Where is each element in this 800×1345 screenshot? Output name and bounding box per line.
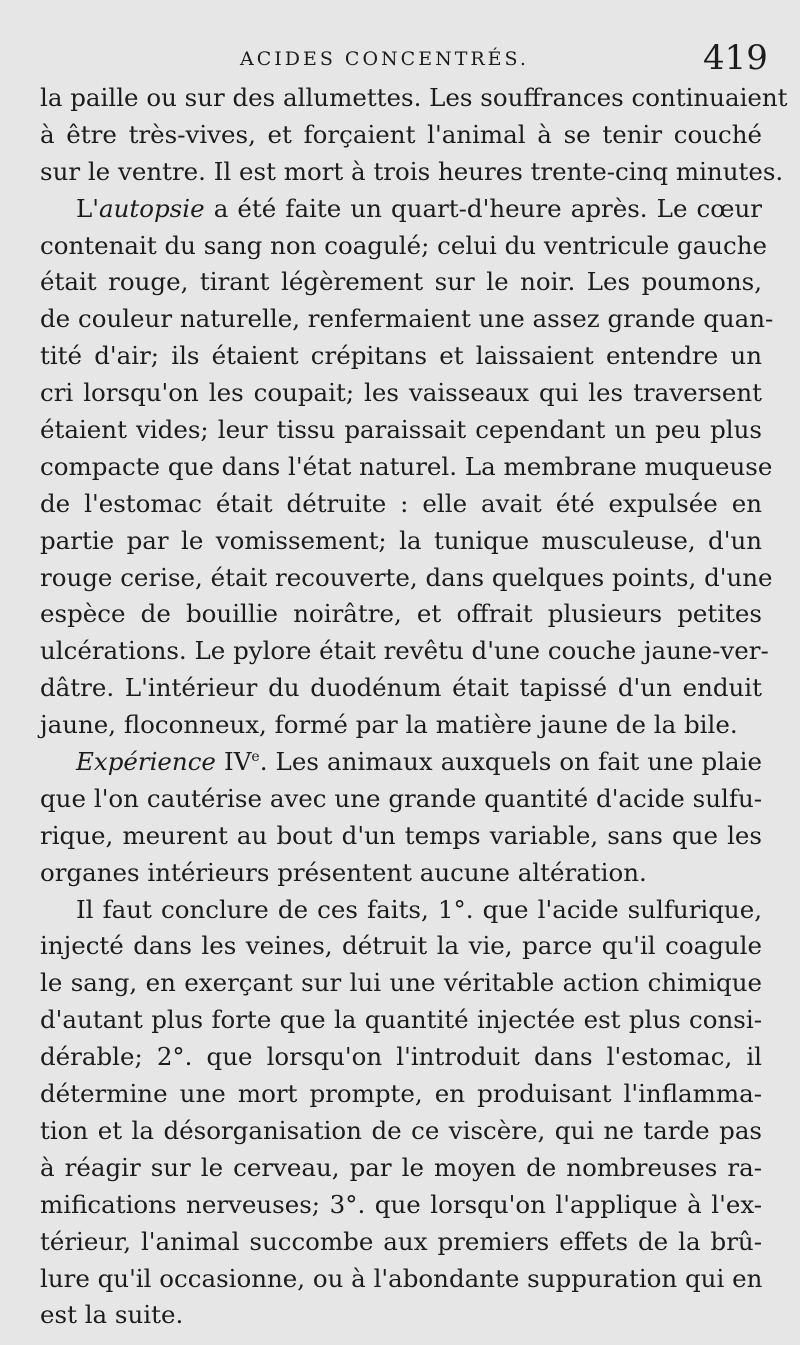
text-line-text: de l'estomac était détruite : elle avait été expulsée en	[40, 488, 762, 518]
text-line-text: partie par le vomissement; la tunique musculeuse, d'un	[40, 525, 762, 555]
text-line-text: injecté dans les veines, détruit la vie, parce qu'il coagule	[40, 931, 762, 961]
text-line	[40, 412, 762, 449]
text-line	[40, 928, 762, 965]
text-line-text: dérable; 2°. que lorsqu'on l'introduit dans l'estomac, il	[40, 1042, 762, 1072]
text-line	[40, 744, 762, 781]
text-line	[40, 855, 762, 892]
text-line-sup: e	[251, 748, 260, 765]
text-line-text: lure qu'il occasionne, ou à l'abondante suppuration qui en	[40, 1263, 763, 1293]
text-line	[40, 1224, 762, 1261]
text-line	[40, 154, 784, 191]
text-line	[40, 449, 773, 486]
text-line	[40, 1002, 762, 1039]
text-line-text: à être très-vives, et forçaient l'animal à se tenir couché	[40, 119, 762, 149]
text-line-text: d'autant plus forte que la quantité injectée est plus consi-	[40, 1005, 762, 1035]
text-line-text: tité d'air; ils étaient crépitans et laissaient entendre un	[40, 341, 762, 371]
text-line-text: mifications nerveuses; 3°. que lorsqu'on l'applique à l'ex-	[40, 1189, 762, 1219]
text-line	[40, 596, 762, 633]
text-line-text: organes intérieurs présentent aucune altération.	[40, 857, 647, 887]
text-line	[40, 633, 769, 670]
text-line-text: compacte que dans l'état naturel. La membrane muqueuse	[40, 451, 773, 481]
text-line-text: était rouge, tirant légèrement sur le noir. Les poumons,	[40, 267, 762, 297]
text-line	[40, 375, 762, 412]
text-line-text: Il faut conclure de ces faits, 1°. que l'acide sulfurique,	[76, 894, 762, 924]
text-line	[40, 338, 762, 375]
text-line-text: sur le ventre. Il est mort à trois heures trente-cinq minutes.	[40, 156, 784, 186]
text-line-text: tion et la désorganisation de ce viscère, qui ne tarde pas	[40, 1115, 762, 1145]
text-line	[40, 892, 762, 929]
text-line-text: espèce de bouillie noirâtre, et offrait plusieurs petites	[40, 599, 762, 629]
text-line-text: rouge cerise, était recouverte, dans quelques points, d'une	[40, 562, 773, 592]
text-line	[40, 560, 773, 597]
text-line-italic: autopsie	[99, 193, 205, 223]
page-header	[0, 38, 800, 78]
running-head: ACIDES CONCENTRÉS.	[240, 48, 529, 70]
text-line	[40, 1076, 762, 1113]
text-line	[40, 965, 762, 1002]
text-line	[40, 117, 762, 154]
text-line	[40, 781, 762, 818]
text-line	[40, 1187, 762, 1224]
text-line	[40, 1039, 762, 1076]
text-line-text: a été faite un quart-d'heure après. Le cœur	[204, 193, 762, 223]
text-line-text: le sang, en exerçant sur lui une véritable action chimique	[40, 968, 762, 998]
text-line-numeral: IV	[215, 747, 252, 777]
text-line-text: térieur, l'animal succombe aux premiers effets de la brû-	[40, 1226, 762, 1256]
text-line	[40, 486, 762, 523]
text-line-text: rique, meurent au bout d'un temps variable, sans que les	[40, 820, 762, 850]
text-line-text: dâtre. L'intérieur du duodénum était tapissé d'un enduit	[40, 673, 762, 703]
text-line-text: jaune, floconneux, formé par la matière jaune de la bile.	[40, 710, 738, 740]
text-line	[40, 1297, 762, 1334]
text-line-text: . Les animaux auxquels on fait une plaie	[259, 747, 762, 777]
body-text	[40, 80, 788, 1334]
text-line-text: ulcérations. Le pylore était revêtu d'une couche jaune-ver-	[40, 636, 769, 666]
page-number: 419	[703, 38, 768, 78]
text-line	[40, 523, 762, 560]
text-line	[40, 707, 762, 744]
text-line	[40, 264, 762, 301]
text-line	[40, 228, 768, 265]
text-line-text: de couleur naturelle, renfermaient une assez grande quan-	[40, 304, 774, 334]
text-line-text: est la suite.	[40, 1300, 184, 1330]
text-line-text: que l'on cautérise avec une grande quantité d'acide sulfu-	[40, 783, 762, 813]
text-line-text: étaient vides; leur tissu paraissait cependant un peu plus	[40, 415, 762, 445]
text-line-text: la paille ou sur des allumettes. Les souffrances continuaient	[40, 83, 788, 112]
text-line	[40, 191, 762, 228]
text-line	[40, 301, 774, 338]
text-line	[40, 80, 788, 117]
text-line-pre-italic: L'	[76, 193, 100, 223]
text-line	[40, 670, 762, 707]
text-line-text: cri lorsqu'on les coupait; les vaisseaux qui les traversent	[40, 378, 762, 408]
text-line-text: détermine une mort prompte, en produisant l'inflamma-	[40, 1079, 762, 1109]
text-line-italic: Expérience	[76, 747, 216, 777]
text-line-text: contenait du sang non coagulé; celui du ventricule gauche	[40, 230, 768, 260]
text-line-text: à réagir sur le cerveau, par le moyen de nombreuses ra-	[40, 1152, 762, 1182]
text-line	[40, 1113, 762, 1150]
text-line	[40, 1150, 762, 1187]
text-line	[40, 818, 762, 855]
text-line	[40, 1261, 762, 1298]
